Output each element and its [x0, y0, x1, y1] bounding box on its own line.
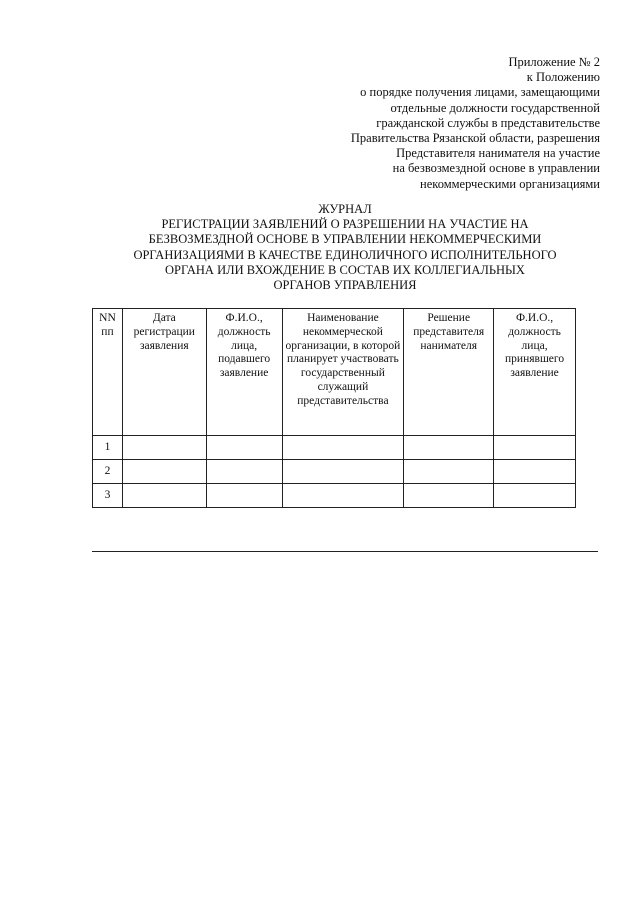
header-cell-receiver: Ф.И.О., должность лица, принявшего заявление [494, 309, 576, 436]
journal-title [95, 202, 595, 293]
appendix-line: гражданской службы в представительстве [376, 115, 600, 130]
title-line: ЖУРНАЛ [318, 202, 372, 216]
header-cell-decision: Решение представителя нанимателя [404, 309, 494, 436]
appendix-line: о порядке получения лицами, замещающими [360, 85, 600, 100]
table-row [93, 460, 576, 484]
table-row [93, 484, 576, 508]
table-cell: 2 [93, 460, 123, 484]
appendix-line: Правительства Рязанской области, разрешения [350, 131, 600, 146]
table-cell [494, 484, 576, 508]
table-header-row [93, 309, 576, 436]
appendix-block [300, 55, 600, 192]
table-cell [282, 460, 404, 484]
table-cell [404, 460, 494, 484]
appendix-line: к Положению [526, 70, 600, 85]
header-cell-organization: Наименование некоммерческой организации, в которой планирует участвовать государственный служащий представительства [282, 309, 404, 436]
table-cell [404, 484, 494, 508]
table-cell: 3 [93, 484, 123, 508]
title-line: ОРГАНИЗАЦИЯМИ В КАЧЕСТВЕ ЕДИНОЛИЧНОГО ИСПОЛНИТЕЛЬНОГО [133, 247, 557, 262]
table-cell [494, 460, 576, 484]
table-cell [404, 436, 494, 460]
table-cell [206, 484, 282, 508]
title-line: ОРГАНА ИЛИ ВХОЖДЕНИЕ В СОСТАВ ИХ КОЛЛЕГИАЛЬНЫХ [165, 262, 525, 277]
bottom-rule [92, 551, 598, 552]
table-cell [122, 484, 206, 508]
header-cell-number: NN пп [93, 309, 123, 436]
title-line: ОРГАНОВ УПРАВЛЕНИЯ [273, 278, 417, 293]
header-cell-applicant: Ф.И.О., должность лица, подавшего заявление [206, 309, 282, 436]
table-cell [494, 436, 576, 460]
table-cell [122, 436, 206, 460]
appendix-line: некоммерческими организациями [420, 176, 600, 191]
table-cell [206, 460, 282, 484]
appendix-line: Представителя нанимателя на участие [396, 146, 600, 161]
registration-table [92, 308, 576, 508]
table-cell [282, 436, 404, 460]
title-line: БЕЗВОЗМЕЗДНОЙ ОСНОВЕ В УПРАВЛЕНИИ НЕКОММЕРЧЕСКИМИ [148, 232, 542, 247]
table-cell [282, 484, 404, 508]
appendix-line: отдельные должности государственной [390, 100, 600, 115]
appendix-line: на безвозмездной основе в управлении [392, 161, 600, 176]
table-cell [206, 436, 282, 460]
header-cell-date: Дата регистрации заявления [122, 309, 206, 436]
table-cell [122, 460, 206, 484]
table-cell: 1 [93, 436, 123, 460]
appendix-line: Приложение № 2 [508, 55, 600, 69]
title-line: РЕГИСТРАЦИИ ЗАЯВЛЕНИЙ О РАЗРЕШЕНИИ НА УЧАСТИЕ НА [161, 217, 529, 232]
table-row [93, 436, 576, 460]
